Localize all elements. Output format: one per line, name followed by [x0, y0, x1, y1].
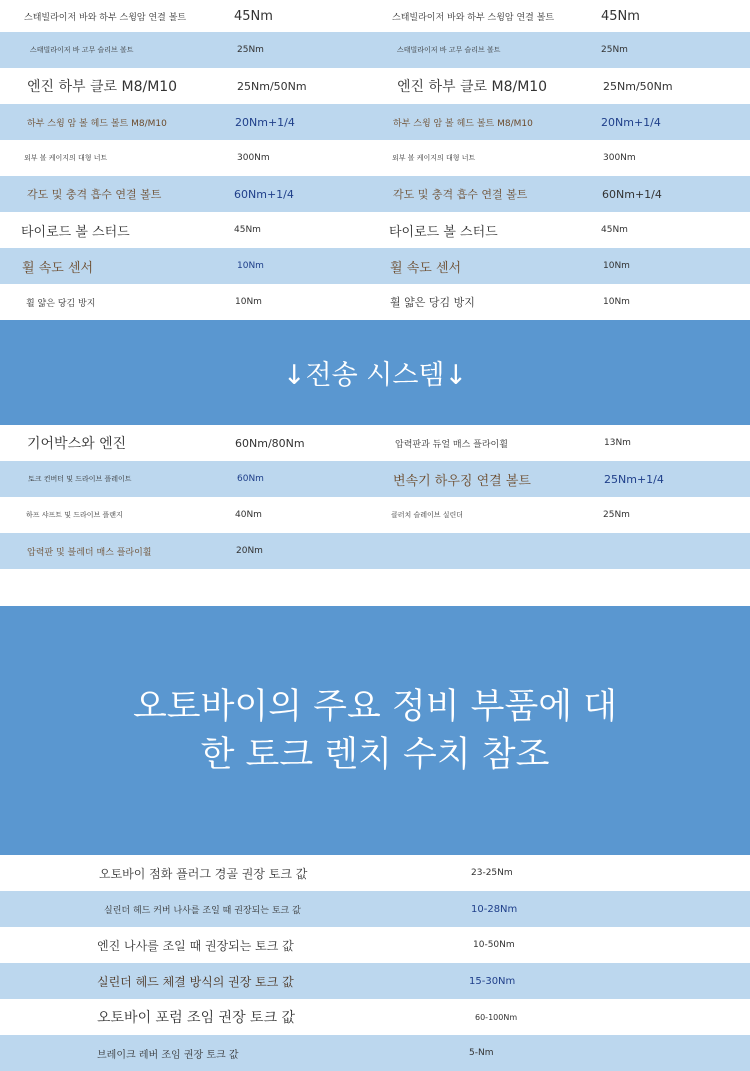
- torque-value: 45Nm: [601, 225, 628, 235]
- part-name: 압력판과 듀얼 매스 플라이휠: [395, 439, 508, 450]
- torque-value: 60Nm/80Nm: [235, 436, 305, 450]
- part-name: 오토바이 포럼 조임 권장 토크 값: [97, 1010, 296, 1026]
- torque-value: 20Nm: [236, 546, 263, 556]
- table-row: [0, 999, 750, 1035]
- table-row: [0, 855, 750, 891]
- part-name: 엔진 나사를 조일 때 권장되는 토크 값: [97, 938, 294, 953]
- torque-value: 25Nm+1/4: [604, 472, 664, 486]
- part-name: 각도 및 충격 흡수 연결 볼트: [393, 188, 528, 201]
- part-name: 스태빌라이저 바 고무 슬리브 볼트: [30, 46, 134, 54]
- table-row: [0, 963, 750, 999]
- table-row: [0, 176, 750, 212]
- part-name: 스태빌라이저 바와 하부 스윙암 연결 볼트: [392, 12, 555, 23]
- torque-value: 25Nm: [237, 45, 264, 55]
- torque-value: 10-50Nm: [473, 940, 515, 950]
- part-name: 스태빌라이저 바와 하부 스윙암 연결 볼트: [24, 12, 187, 23]
- table-row: [0, 32, 750, 68]
- torque-value: 23-25Nm: [471, 868, 513, 878]
- section-title-line: 한 토크 렌치 수치 참조: [200, 734, 550, 775]
- torque-value: 45Nm: [601, 8, 640, 24]
- table-row: [0, 891, 750, 927]
- motorcycle-section-header: [0, 606, 750, 855]
- part-name: 각도 및 충격 흡수 연결 볼트: [27, 188, 162, 201]
- part-name: 클러치 슬레이브 실린더: [391, 511, 464, 519]
- section-title: ↓전송 시스템↓: [282, 360, 468, 391]
- torque-value: 25Nm: [603, 510, 630, 520]
- torque-value: 5-Nm: [469, 1048, 494, 1058]
- torque-value: 45Nm: [234, 225, 261, 235]
- table-row: [0, 533, 750, 569]
- part-name: 휠 얇은 당김 방지: [26, 298, 96, 309]
- torque-value: 10Nm: [237, 261, 264, 271]
- part-name: 기어박스와 엔진: [27, 436, 127, 452]
- torque-value: 300Nm: [237, 153, 270, 163]
- table-row: [0, 461, 750, 497]
- table-row: [0, 248, 750, 284]
- part-name: 오토바이 점화 플러그 경골 권장 토크 값: [99, 866, 308, 881]
- part-name: 외부 볼 케이지의 대형 너트: [24, 154, 108, 162]
- part-name: 스태빌라이저 바 고무 슬리브 볼트: [397, 46, 501, 54]
- part-name: 휠 속도 센서: [390, 260, 462, 276]
- part-name: 외부 볼 케이지의 대형 너트: [392, 154, 476, 162]
- torque-value: 10Nm: [603, 297, 630, 307]
- torque-value: 300Nm: [603, 153, 636, 163]
- torque-value: 10Nm: [603, 261, 630, 271]
- transmission-table: [0, 425, 750, 569]
- part-name: 압력판 및 블레더 매스 플라이휠: [27, 547, 152, 558]
- torque-value: 25Nm/50Nm: [237, 79, 307, 93]
- torque-value: 20Nm+1/4: [235, 115, 295, 129]
- table-row: [0, 425, 750, 461]
- part-name: 엔진 하부 클로 M8/M10: [27, 79, 178, 95]
- torque-value: 40Nm: [235, 510, 262, 520]
- torque-value: 45Nm: [234, 8, 273, 24]
- part-name: 실린더 헤드 커버 나사를 조일 때 권장되는 토크 값: [104, 905, 301, 916]
- part-name: 휠 얇은 당김 방지: [390, 296, 475, 309]
- torque-value: 60Nm+1/4: [234, 187, 294, 201]
- suspension-table: [0, 0, 750, 320]
- torque-value: 13Nm: [604, 438, 631, 448]
- torque-value: 20Nm+1/4: [601, 115, 661, 129]
- part-name: 타이로드 볼 스터드: [389, 224, 498, 240]
- table-row: [0, 0, 750, 32]
- part-name: 하프 샤프트 및 드라이브 플랜지: [26, 511, 123, 519]
- transmission-section-header: [0, 320, 750, 425]
- torque-value: 60Nm: [237, 474, 264, 484]
- motorcycle-torque-table: [0, 855, 750, 1071]
- table-row: [0, 927, 750, 963]
- section-title-line: 오토바이의 주요 정비 부품에 대: [132, 686, 618, 727]
- torque-value: 25Nm: [601, 45, 628, 55]
- table-row: [0, 284, 750, 320]
- part-name: 실린더 헤드 체결 방식의 권장 토크 값: [97, 974, 294, 989]
- torque-value: 60-100Nm: [475, 1012, 518, 1022]
- torque-value: 15-30Nm: [469, 975, 516, 987]
- section-spacer: [0, 569, 750, 606]
- part-name: 하부 스윙 암 볼 헤드 볼트 M8/M10: [27, 118, 167, 129]
- torque-value: 10Nm: [235, 297, 262, 307]
- part-name: 브레이크 레버 조임 권장 토크 값: [97, 1049, 239, 1061]
- part-name: 변속기 하우징 연결 볼트: [393, 473, 531, 489]
- torque-value: 10-28Nm: [471, 903, 518, 915]
- part-name: 엔진 하부 클로 M8/M10: [397, 79, 548, 95]
- part-name: 타이로드 볼 스터드: [21, 224, 130, 240]
- table-row: [0, 140, 750, 176]
- part-name: 하부 스윙 암 볼 헤드 볼트 M8/M10: [393, 118, 533, 129]
- part-name: 휠 속도 센서: [22, 260, 94, 276]
- table-row: [0, 104, 750, 140]
- table-row: [0, 212, 750, 248]
- torque-value: 60Nm+1/4: [602, 187, 662, 201]
- table-row: [0, 497, 750, 533]
- torque-value: 25Nm/50Nm: [603, 79, 673, 93]
- table-row: [0, 68, 750, 104]
- table-row: [0, 1035, 750, 1071]
- part-name: 토크 컨버터 및 드라이브 플레이트: [28, 475, 132, 483]
